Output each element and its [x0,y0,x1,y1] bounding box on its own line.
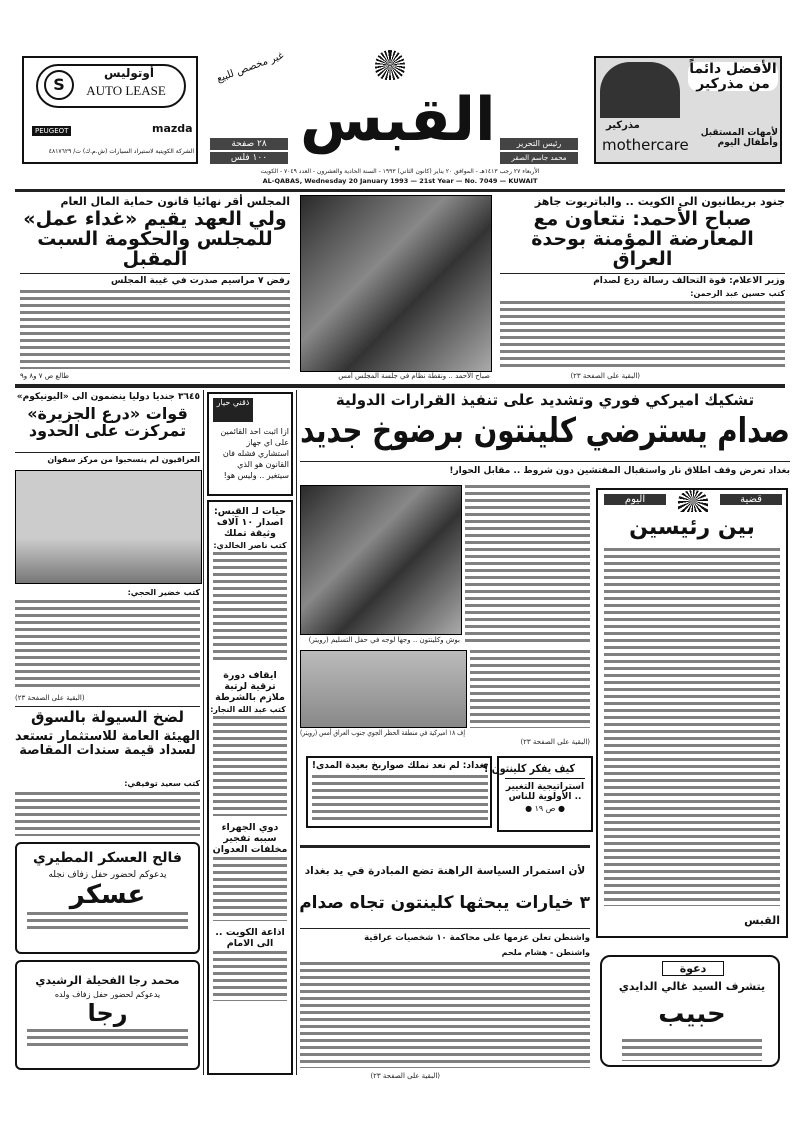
wedding-ad-raja [15,960,200,1070]
story2-title: ايقاف دورة ترقية لرتبة ملازم بالشرطة [215,670,285,703]
story1-title: حيات لـ القبس: اصدار ١٠ آلاف وثيقة تملك [213,506,287,539]
editorial-signature: القبس [744,914,780,927]
f18-jet-photo [300,650,467,728]
wedding-ad-askar [15,842,200,954]
mothercare-slogan: الأفضل دائماً من مذركير [689,61,777,92]
autolease-arabic: أوتوليس [104,66,154,80]
column-divider [203,390,204,1075]
autolease-footer: الشركة الكويتية لاستيراد السيارات (ش.م.ك) ت/ ٤٨١٧٦٢٩ [48,148,194,155]
border-photo [15,470,202,584]
editor-label: رئيس التحرير [500,138,578,150]
header-rule [15,189,785,192]
main-article-text-2 [470,650,590,728]
bush-clinton-photo [300,485,462,635]
market-byline: كتب سعيد توفيقي: [124,779,200,788]
opinion-box [207,392,293,496]
market-kicker: لضخ السيولة بالسوق [31,708,184,726]
mothercare-subslogan: لأمهات المستقبل وأطفال اليوم [700,128,778,148]
autolease-ad [22,56,198,164]
sabah-photo [300,195,492,372]
editor-name: محمد جاسم الصقر [500,152,578,164]
left-col-headline: قوات «درع الجزيرة» تمركزت على الحدود [27,404,188,440]
market-headline: الهيئة العامة للاستثمار تستعد لسداد قيمة سندات المقاصة [15,729,200,758]
mazda-logo: mazda [152,122,193,135]
story3-title: دوي الجهراء سببه تفجير مخلفات العدوان [212,822,288,855]
market-text [15,792,200,836]
ad1-groom: عسكر [69,880,146,910]
peugeot-logo: PEUGEOT [32,126,71,136]
baghdad-text [312,775,488,824]
clinton-box-title: كيف يفكر كلينتون ؟ [483,762,575,775]
divider [20,273,290,274]
right-headline: صباح الأحمد: نتعاون مع المعارضة المؤمنة بوحدة العراق [531,208,754,270]
ad1-details [27,912,188,930]
not-for-sale-label: غير مخصص للبيع [215,50,286,85]
story1-text [213,552,287,664]
main-subhead: بغداد تعرض وقف اطلاق نار واستقبال المفتشين دون شروط .. مقابل الحوار! [449,466,790,476]
opinion-text: ازا اثبت احد القائمين على اي جهاز استشاري فشله فان القانون هو الذي سيتغير .. وليس هو! [220,427,289,480]
clinton-box[interactable] [483,756,593,832]
left-col-byline: كتب خضير الحجي: [127,588,200,597]
right-article-text [500,301,785,369]
divider [300,928,590,929]
story4-text [213,951,287,1001]
section-rule [15,384,785,388]
left-col-text [15,600,200,690]
left-col-kicker: ٣٦٤٥ جنديا دوليا ينضمون الى «اليونيكوم» [16,392,200,402]
invite-label: دعوة [662,961,724,976]
photo-caption: صباح الأحمد .. ونقطة نظام في جلسة المجلس أمس [338,372,490,380]
story2-byline: كتب عبد الله النجار: [210,705,286,714]
ad2-groom: رجا [87,999,128,1027]
bottom-kicker: لأن استمرار السياسة الراهنة تضع المبادرة في يد بغداد [304,865,586,877]
page-count: ٢٨ صفحة [210,138,288,150]
bottom-headline: ٣ خيارات يبحثها كلينتون تجاه صدام [299,893,590,913]
left-continued: طالع ص ٧ و٨ و٩ [20,372,69,380]
story4-title: اذاعة الكويت .. الى الامام [215,927,285,949]
section-rule [300,845,590,848]
editorial-text [604,548,780,906]
ad1-invite: يدعوكم لحضور حفل زفاف نجله [48,870,167,880]
right-subhead: وزير الاعلام: قوة التحالف رسالة ردع لصدام [593,276,785,286]
bottom-byline: واشنطن - هشام ملحم [501,948,590,957]
left-article-text [20,290,290,369]
clinton-box-line1: استراتيجية التغيير [505,782,585,792]
wedding-invite-ad [600,955,780,1067]
invite-host: يتشرف السيد غالي الدايدي [618,980,766,993]
autolease-english: AUTO LEASE [86,83,166,98]
local-news-box [207,500,293,1075]
mothercare-logo-text: mothercare [602,136,689,154]
clinton-box-line2: .. الأولوية للناس [508,792,582,802]
main-kicker: تشكيك اميركي فوري وتشديد على تنفيذ القرارات الدولية [335,391,755,409]
opinion-title: ذقني حيار [213,398,253,422]
date-english: AL-QABAS, Wednesday 20 January 1993 — 21st Year — No. 7049 — KUWAIT [262,177,538,185]
left-headline: ولي العهد يقيم «غداء عمل» للمجلس والحكومة السبت المقبل [23,208,287,270]
invite-text [622,1039,762,1061]
baghdad-box [306,756,492,828]
bottom-continued: (البقية على الصفحة ٢٣) [370,1072,440,1080]
photo2-caption: إف ١٨ اميركية في منطقة الحظر الجوي جنوب العراق أمس (رويتر) [300,729,465,737]
left-col-subhead: العراقيون لم ينسحبوا من مركز سفوان [47,455,200,464]
invite-groom: حبيب [658,999,726,1029]
bottom-subhead: واشنطن تعلن عزمها على محاكمة ١٠ شخصيات عراقية [364,933,590,943]
clinton-box-page: ● ص ١٩ ● [525,804,565,813]
ad2-host: محمد رجا الفحيلة الرشيدي [35,974,180,987]
ad2-invite: يدعوكم لحضور حفل زفاف ولده [54,990,161,999]
right-kicker: جنود بريطانيون الى الكويت .. والباتريوت جاهز [534,195,785,208]
baghdad-title: بغداد: لم نعد نملك صواريخ بعيدة المدى! [311,760,488,771]
photo1-caption: بوش وكلينتون .. وجها لوجه في حفل التسليم (رويتر) [308,636,460,644]
mothercare-arabic-name: مذركير [606,120,640,131]
autolease-emblem-icon: S [44,70,74,100]
left-subhead: رفض ٧ مراسيم صدرت في غيبة المجلس [111,276,290,286]
main-headline: صدام يسترضي كلينتون برضوخ جديد [300,411,790,451]
main-continued: (البقية على الصفحة ٢٣) [520,738,590,746]
right-continued: (البقية على الصفحة ٢٣) [570,372,640,380]
left-col-continued: (البقية على الصفحة ٢٣) [15,694,85,702]
right-byline: كتب حسين عبد الرحمن: [690,289,785,298]
masthead-title: القبس [300,85,496,155]
mothercare-ad [594,56,782,164]
date-arabic: الأربعاء ٢٧ رجب ١٤١٣هـ - الموافق ٢٠ يناير (كانون الثاني) ١٩٩٣ - السنة الحادية والعشرون - العدد ٧٠٤٩ - الكويت [260,168,540,175]
editorial-emblem-icon [678,490,708,512]
masthead-emblem-icon [375,50,405,80]
story1-byline: كتب ناصر الخالدي: [213,541,287,550]
ad2-details [27,1029,188,1047]
left-kicker: المجلس أقر نهائيا قانون حماية المال العام [60,195,290,208]
price: ١٠٠ فلس [210,152,288,164]
editorial-title: بين رئيسين [629,515,755,540]
editorial-label-right: قضية [720,494,782,505]
divider [500,273,785,274]
column-divider [296,390,297,1075]
divider [15,706,200,707]
main-article-text [465,485,590,645]
ad1-host: فالح العسكر المطيري [33,850,182,866]
editorial-label-left: اليوم [604,494,666,505]
mothercare-m-logo [600,62,680,118]
story2-text [213,716,287,816]
divider [15,452,200,453]
story3-text [213,857,287,921]
editorial-box [596,488,788,938]
bottom-article-text [300,962,590,1068]
divider [300,461,790,462]
